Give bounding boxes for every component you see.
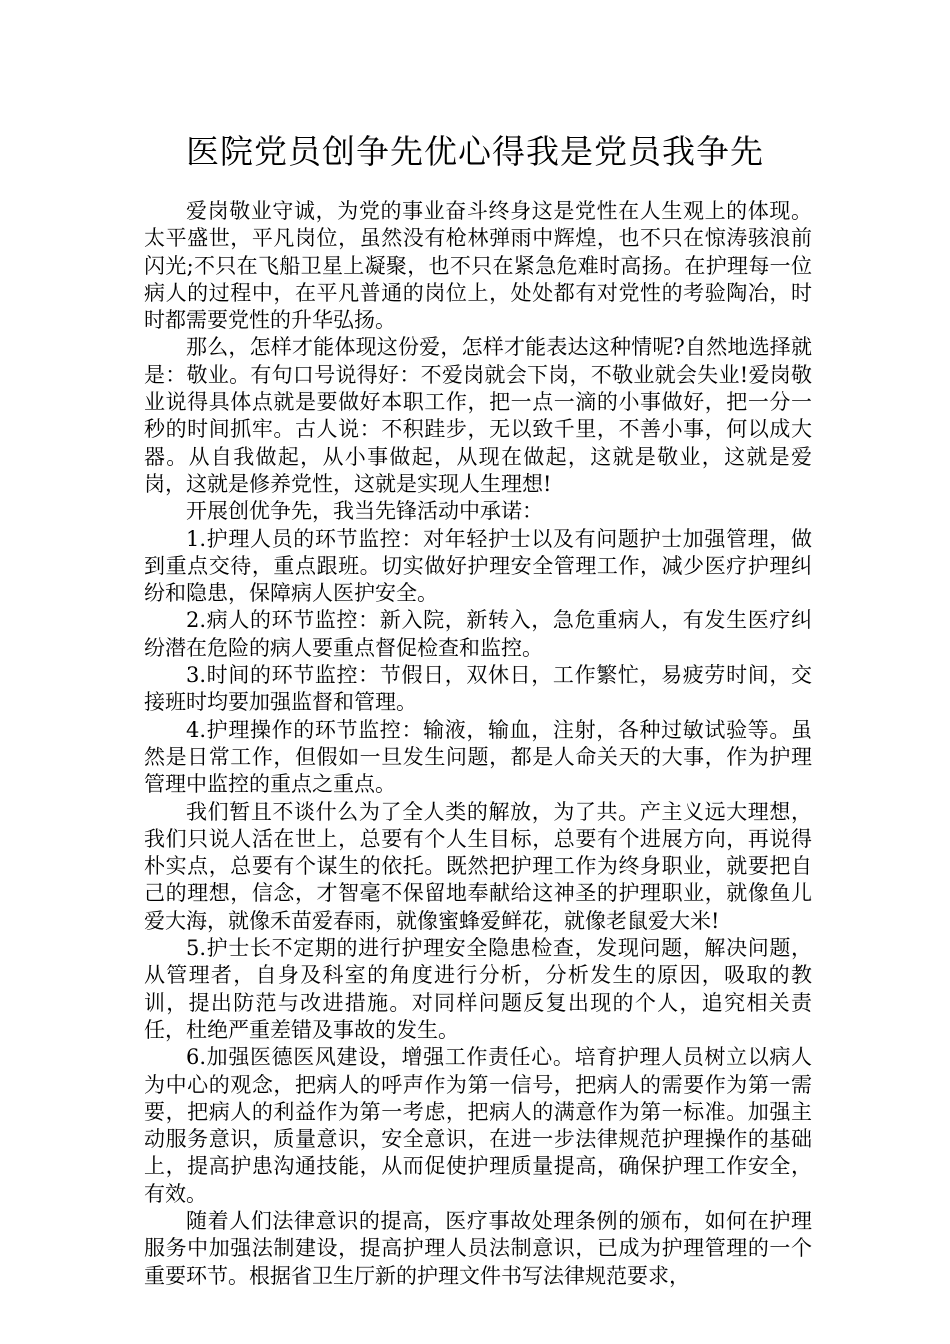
paragraph-5: 随着人们法律意识的提高，医疗事故处理条例的颁布，如何在护理服务中加强法制建设，提高护理人员法制意识，已成为护理管理的一个重要环节。根据省卫生厅新的护理文件书写法律规范要求， [144,1208,812,1288]
paragraph-item-5: 5.护士长不定期的进行护理安全隐患检查，发现问题，解决问题，从管理者，自身及科室的角度进行分析，分析发生的原因，吸取的教训，提出防范与改进措施。对同样问题反复出现的个人，追究相关责任，杜绝严重差错及事故的发生。 [144,936,812,1042]
paragraph-item-3: 3.时间的环节监控：节假日，双休日，工作繁忙，易疲劳时间，交接班时均要加强监督和管理。 [144,663,812,715]
paragraph-item-6: 6.加强医德医风建设，增强工作责任心。培育护理人员树立以病人为中心的观念，把病人的呼声作为第一信号，把病人的需要作为第一需要，把病人的利益作为第一考虑，把病人的满意作为第一标准。加强主动服务意识，质量意识，安全意识，在进一步法律规范护理操作的基础上，提高护患沟通技能，从而促使护理质量提高，确保护理工作安全，有效。 [144,1045,812,1206]
paragraph-4: 我们暂且不谈什么为了全人类的解放，为了共。产主义远大理想，我们只说人活在世上，总要有个人生目标，总要有个进展方向，再说得朴实点，总要有个谋生的依托。既然把护理工作为终身职业，就要把自己的理想，信念，才智毫不保留地奉献给这神圣的护理职业，就像鱼儿爱大海，就像禾苗爱春雨，就像蜜蜂爱鲜花，就像老鼠爱大米! [144,799,812,933]
paragraph-3: 开展创优争先，我当先锋活动中承诺： [186,499,543,524]
paragraph-item-2: 2.病人的环节监控：新入院，新转入，急危重病人，有发生医疗纠纷潜在危险的病人要重点督促检查和监控。 [144,608,812,660]
document-title: 医院党员创争先优心得我是党员我争先 [186,132,764,171]
paragraph-2: 那么，怎样才能体现这份爱，怎样才能表达这种情呢?自然地选择就是：敬业。有句口号说得好：不爱岗就会下岗，不敬业就会失业!爱岗敬业说得具体点就是要做好本职工作，把一点一滴的小事做好，把一分一秒的时间抓牢。古人说：不积跬步，无以致千里，不善小事，何以成大器。从自我做起，从小事做起，从现在做起，这就是敬业，这就是爱岗，这就是修养党性，这就是实现人生理想! [144,335,812,496]
paragraph-item-1: 1.护理人员的环节监控：对年轻护士以及有问题护士加强管理，做到重点交待，重点跟班。切实做好护理安全管理工作，减少医疗护理纠纷和隐患，保障病人医护安全。 [144,526,812,606]
paragraph-item-4: 4.护理操作的环节监控：输液，输血，注射，各种过敏试验等。虽然是日常工作，但假如一旦发生问题，都是人命关天的大事，作为护理管理中监控的重点之重点。 [144,717,812,797]
paragraph-1: 爱岗敬业守诚，为党的事业奋斗终身这是党性在人生观上的体现。太平盛世，平凡岗位，虽然没有枪林弹雨中辉煌，也不只在惊涛骇浪前闪光;不只在飞船卫星上凝聚，也不只在紧急危难时高扬。在护理每一位病人的过程中，在平凡普通的岗位上，处处都有对党性的考验陶冶，时时都需要党性的升华弘扬。 [144,199,812,333]
document-body [144,198,812,1290]
